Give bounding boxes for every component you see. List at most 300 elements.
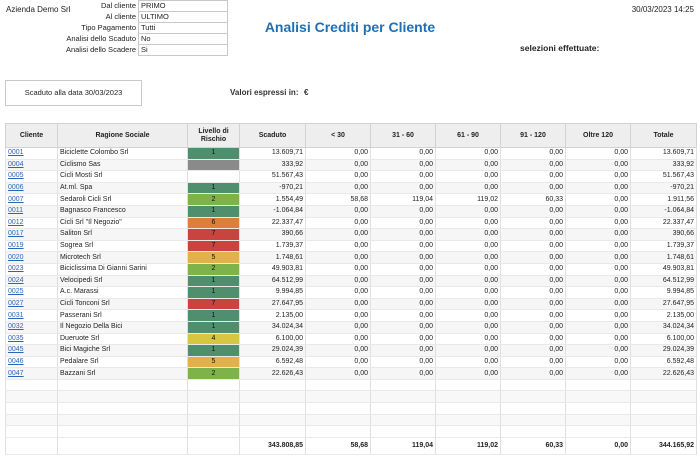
amount-c90: 0,00 — [436, 240, 501, 252]
amount-c120: 0,00 — [501, 240, 566, 252]
table-header-row — [6, 124, 697, 148]
amount-scaduto: -1.064,84 — [240, 205, 306, 217]
table-row — [6, 275, 697, 287]
amount-c90: 119,02 — [436, 194, 501, 206]
amount-c30: 0,00 — [306, 298, 371, 310]
amount-c30: 0,00 — [306, 171, 371, 183]
amount-totale: 22.626,43 — [631, 368, 697, 380]
amount-oltre: 0,00 — [566, 159, 631, 171]
selection-label: Al cliente — [105, 12, 136, 21]
amount-c90: 0,00 — [436, 298, 501, 310]
amount-c90: 0,00 — [436, 205, 501, 217]
empty-row — [6, 391, 697, 403]
amount-totale: 27.647,95 — [631, 298, 697, 310]
client-code-link[interactable]: 0024 — [6, 275, 58, 287]
client-name: Pedalare Srl — [58, 356, 188, 368]
amount-oltre: 0,00 — [566, 252, 631, 264]
selection-label: Dal cliente — [100, 1, 136, 10]
table-row — [6, 287, 697, 299]
amount-totale: 333,92 — [631, 159, 697, 171]
amount-c60: 0,00 — [371, 321, 436, 333]
client-code-link[interactable]: 0011 — [6, 205, 58, 217]
totals-blank — [188, 437, 240, 454]
empty-cell — [501, 403, 566, 415]
selection-row — [0, 34, 228, 45]
amount-c90: 0,00 — [436, 287, 501, 299]
client-name: Cicli Mosti Srl — [58, 171, 188, 183]
empty-cell — [6, 414, 58, 426]
col-oltre-120[interactable]: Oltre 120 — [566, 124, 631, 148]
table-row — [6, 298, 697, 310]
amount-c90: 0,00 — [436, 217, 501, 229]
empty-cell — [436, 391, 501, 403]
amount-scaduto: 34.024,34 — [240, 321, 306, 333]
amount-c90: 0,00 — [436, 263, 501, 275]
amount-c60: 0,00 — [371, 205, 436, 217]
empty-cell — [188, 379, 240, 391]
table-row — [6, 171, 697, 183]
amount-oltre: 0,00 — [566, 194, 631, 206]
risk-level: 6 — [188, 217, 240, 229]
total-c120: 60,33 — [501, 437, 566, 454]
empty-row — [6, 414, 697, 426]
amount-c90: 0,00 — [436, 252, 501, 264]
amount-totale: -970,21 — [631, 182, 697, 194]
total-c30: 58,68 — [306, 437, 371, 454]
amount-scaduto: 51.567,43 — [240, 171, 306, 183]
amount-c120: 0,00 — [501, 310, 566, 322]
empty-cell — [436, 426, 501, 438]
empty-cell — [566, 414, 631, 426]
amount-totale: 13.609,71 — [631, 148, 697, 160]
amount-totale: 2.135,00 — [631, 310, 697, 322]
client-name: Velocipedi Srl — [58, 275, 188, 287]
empty-cell — [371, 391, 436, 403]
amount-scaduto: 6.100,00 — [240, 333, 306, 345]
amount-c90: 0,00 — [436, 148, 501, 160]
client-code-link[interactable]: 0027 — [6, 298, 58, 310]
amount-c60: 0,00 — [371, 345, 436, 357]
client-code-link[interactable]: 0031 — [6, 310, 58, 322]
risk-level: 1 — [188, 345, 240, 357]
amount-oltre: 0,00 — [566, 321, 631, 333]
table-row — [6, 205, 697, 217]
empty-cell — [58, 426, 188, 438]
amount-oltre: 0,00 — [566, 310, 631, 322]
empty-cell — [58, 403, 188, 415]
amount-scaduto: 2.135,00 — [240, 310, 306, 322]
empty-cell — [240, 403, 306, 415]
client-name: Microtech Srl — [58, 252, 188, 264]
risk-level: 1 — [188, 321, 240, 333]
amount-totale: 1.748,61 — [631, 252, 697, 264]
client-name: Dueruote Srl — [58, 333, 188, 345]
table-row — [6, 321, 697, 333]
amount-scaduto: 49.903,81 — [240, 263, 306, 275]
empty-cell — [240, 426, 306, 438]
selection-value: Tutti — [139, 23, 228, 34]
empty-row — [6, 379, 697, 391]
risk-level: 1 — [188, 182, 240, 194]
empty-cell — [188, 391, 240, 403]
amount-c90: 0,00 — [436, 159, 501, 171]
amount-totale: 34.024,34 — [631, 321, 697, 333]
amount-scaduto: 1.748,61 — [240, 252, 306, 264]
amount-c90: 0,00 — [436, 321, 501, 333]
amount-c90: 0,00 — [436, 333, 501, 345]
amount-totale: 6.100,00 — [631, 333, 697, 345]
amount-c120: 0,00 — [501, 182, 566, 194]
amount-oltre: 0,00 — [566, 275, 631, 287]
client-code-link[interactable]: 0004 — [6, 159, 58, 171]
empty-cell — [436, 414, 501, 426]
amount-c60: 0,00 — [371, 333, 436, 345]
amount-totale: 6.592,48 — [631, 356, 697, 368]
risk-level: 2 — [188, 263, 240, 275]
amount-c30: 58,68 — [306, 194, 371, 206]
client-name: Ciclismo Sas — [58, 159, 188, 171]
col-31-60[interactable]: 31 - 60 — [371, 124, 436, 148]
risk-level: 1 — [188, 205, 240, 217]
table-row — [6, 263, 697, 275]
col-61-90[interactable]: 61 - 90 — [436, 124, 501, 148]
selection-value: No — [139, 34, 228, 45]
client-name: Passerani Srl — [58, 310, 188, 322]
report-title: Analisi Crediti per Cliente — [264, 19, 436, 35]
amount-totale: 1.739,37 — [631, 240, 697, 252]
amount-c60: 0,00 — [371, 356, 436, 368]
empty-cell — [6, 379, 58, 391]
col-91-120[interactable]: 91 - 120 — [501, 124, 566, 148]
amount-c60: 0,00 — [371, 263, 436, 275]
client-code-link[interactable]: 0005 — [6, 171, 58, 183]
col-totale[interactable]: Totale — [631, 124, 697, 148]
empty-cell — [240, 379, 306, 391]
empty-cell — [371, 403, 436, 415]
risk-level: 7 — [188, 229, 240, 241]
empty-cell — [188, 414, 240, 426]
amount-c60: 0,00 — [371, 298, 436, 310]
amount-oltre: 0,00 — [566, 263, 631, 275]
empty-cell — [566, 391, 631, 403]
col-ragione-sociale[interactable]: Ragione Sociale — [58, 124, 188, 148]
risk-level: 5 — [188, 356, 240, 368]
amount-c90: 0,00 — [436, 310, 501, 322]
client-code-link[interactable]: 0020 — [6, 252, 58, 264]
empty-cell — [566, 426, 631, 438]
col-scaduto[interactable]: Scaduto — [240, 124, 306, 148]
amount-c60: 0,00 — [371, 252, 436, 264]
total-c60: 119,04 — [371, 437, 436, 454]
client-code-link[interactable]: 0012 — [6, 217, 58, 229]
amount-scaduto: 333,92 — [240, 159, 306, 171]
amount-c120: 0,00 — [501, 217, 566, 229]
client-code-link[interactable]: 0019 — [6, 240, 58, 252]
selection-label: Tipo Pagamento — [81, 23, 136, 32]
amount-scaduto: 22.626,43 — [240, 368, 306, 380]
amount-totale: 22.337,47 — [631, 217, 697, 229]
amount-oltre: 0,00 — [566, 171, 631, 183]
amount-scaduto: 6.592,48 — [240, 356, 306, 368]
empty-cell — [501, 426, 566, 438]
amount-c90: 0,00 — [436, 182, 501, 194]
client-code-link[interactable]: 0017 — [6, 229, 58, 241]
amount-c60: 0,00 — [371, 171, 436, 183]
amount-c120: 0,00 — [501, 252, 566, 264]
amount-c120: 0,00 — [501, 263, 566, 275]
risk-level: 7 — [188, 240, 240, 252]
client-name: Cicli Srl "Il Negozio" — [58, 217, 188, 229]
risk-level: 5 — [188, 252, 240, 264]
col-livello-rischio[interactable]: Livello di Rischio — [188, 124, 240, 148]
amount-c120: 0,00 — [501, 275, 566, 287]
empty-cell — [631, 414, 697, 426]
amount-scaduto: 64.512,99 — [240, 275, 306, 287]
amount-oltre: 0,00 — [566, 333, 631, 345]
amount-c120: 0,00 — [501, 333, 566, 345]
amount-c30: 0,00 — [306, 240, 371, 252]
amount-totale: 29.024,39 — [631, 345, 697, 357]
totals-blank — [6, 437, 58, 454]
amount-c90: 0,00 — [436, 368, 501, 380]
amount-c120: 0,00 — [501, 345, 566, 357]
risk-level: 1 — [188, 275, 240, 287]
amount-c30: 0,00 — [306, 263, 371, 275]
amount-c90: 0,00 — [436, 171, 501, 183]
total-scaduto: 343.808,85 — [240, 437, 306, 454]
client-name: Sogrea Srl — [58, 240, 188, 252]
empty-cell — [6, 426, 58, 438]
amount-c30: 0,00 — [306, 333, 371, 345]
empty-cell — [306, 391, 371, 403]
empty-cell — [566, 403, 631, 415]
total-oltre: 0,00 — [566, 437, 631, 454]
client-code-link[interactable]: 0007 — [6, 194, 58, 206]
empty-row — [6, 403, 697, 415]
currency-symbol: € — [304, 88, 309, 97]
company-name: Azienda Demo Srl — [6, 5, 71, 14]
amount-c60: 0,00 — [371, 182, 436, 194]
table-row — [6, 159, 697, 171]
amount-c60: 0,00 — [371, 240, 436, 252]
amount-totale: 49.903,81 — [631, 263, 697, 275]
selection-value: PRIMO — [139, 1, 228, 12]
empty-cell — [6, 391, 58, 403]
selection-label: Analisi dello Scaduto — [66, 34, 136, 43]
risk-level: 1 — [188, 148, 240, 160]
amount-c30: 0,00 — [306, 356, 371, 368]
table-row — [6, 182, 697, 194]
risk-level — [188, 171, 240, 183]
client-code-link[interactable]: 0032 — [6, 321, 58, 333]
amount-scaduto: 1.554,49 — [240, 194, 306, 206]
risk-level: 4 — [188, 333, 240, 345]
amount-totale: 64.512,99 — [631, 275, 697, 287]
table-row — [6, 252, 697, 264]
amount-c120: 60,33 — [501, 194, 566, 206]
amount-c30: 0,00 — [306, 205, 371, 217]
amount-totale: 51.567,43 — [631, 171, 697, 183]
empty-cell — [58, 414, 188, 426]
client-code-link[interactable]: 0025 — [6, 287, 58, 299]
amount-c120: 0,00 — [501, 298, 566, 310]
client-name: Biciclissima Di Gianni Sarini — [58, 263, 188, 275]
selection-label: Analisi dello Scadere — [65, 45, 136, 54]
totals-blank — [58, 437, 188, 454]
amount-scaduto: -970,21 — [240, 182, 306, 194]
client-code-link[interactable]: 0023 — [6, 263, 58, 275]
empty-cell — [566, 379, 631, 391]
client-name: Il Negozio Della Bici — [58, 321, 188, 333]
amount-c120: 0,00 — [501, 287, 566, 299]
empty-cell — [501, 379, 566, 391]
selections-title: selezioni effettuate: — [520, 43, 600, 53]
selection-value: Si — [139, 45, 228, 56]
amount-scaduto: 390,66 — [240, 229, 306, 241]
amount-c90: 0,00 — [436, 275, 501, 287]
report-datetime: 30/03/2023 14:25 — [631, 5, 694, 14]
selection-value: ULTIMO — [139, 12, 228, 23]
table-row — [6, 240, 697, 252]
client-name: A.c. Marassi — [58, 287, 188, 299]
amount-oltre: 0,00 — [566, 298, 631, 310]
client-name: At.ml. Spa — [58, 182, 188, 194]
amount-c120: 0,00 — [501, 368, 566, 380]
client-code-link[interactable]: 0045 — [6, 345, 58, 357]
amount-c30: 0,00 — [306, 368, 371, 380]
amount-c30: 0,00 — [306, 217, 371, 229]
empty-cell — [240, 391, 306, 403]
amount-c30: 0,00 — [306, 148, 371, 160]
risk-level: 1 — [188, 287, 240, 299]
table-row — [6, 229, 697, 241]
amount-c30: 0,00 — [306, 287, 371, 299]
totals-row — [6, 437, 697, 454]
amount-oltre: 0,00 — [566, 240, 631, 252]
empty-cell — [631, 403, 697, 415]
amount-oltre: 0,00 — [566, 205, 631, 217]
amount-c30: 0,00 — [306, 159, 371, 171]
amount-totale: 390,66 — [631, 229, 697, 241]
client-name: Biciclette Colombo Srl — [58, 148, 188, 160]
amount-totale: -1.064,84 — [631, 205, 697, 217]
col-cliente[interactable]: Cliente — [6, 124, 58, 148]
table-row — [6, 356, 697, 368]
amount-totale: 9.994,85 — [631, 287, 697, 299]
risk-level: 2 — [188, 368, 240, 380]
credits-table — [5, 123, 697, 455]
client-name: Saliton Srl — [58, 229, 188, 241]
amount-c60: 0,00 — [371, 148, 436, 160]
col-lt30[interactable]: < 30 — [306, 124, 371, 148]
amount-scaduto: 27.647,95 — [240, 298, 306, 310]
empty-cell — [240, 414, 306, 426]
empty-cell — [306, 414, 371, 426]
amount-scaduto: 1.739,37 — [240, 240, 306, 252]
scaduto-date-box: Scaduto alla data 30/03/2023 — [5, 80, 142, 106]
empty-cell — [436, 379, 501, 391]
client-name: Bagnasco Francesco — [58, 205, 188, 217]
client-code-link[interactable]: 0006 — [6, 182, 58, 194]
amount-c120: 0,00 — [501, 229, 566, 241]
amount-c90: 0,00 — [436, 356, 501, 368]
table-row — [6, 345, 697, 357]
amount-oltre: 0,00 — [566, 368, 631, 380]
amount-c120: 0,00 — [501, 205, 566, 217]
empty-cell — [371, 426, 436, 438]
client-code-link[interactable]: 0001 — [6, 148, 58, 160]
amount-c30: 0,00 — [306, 275, 371, 287]
amount-c60: 119,04 — [371, 194, 436, 206]
amount-c30: 0,00 — [306, 321, 371, 333]
amount-c60: 0,00 — [371, 287, 436, 299]
client-code-link[interactable]: 0046 — [6, 356, 58, 368]
table-row — [6, 194, 697, 206]
amount-c60: 0,00 — [371, 217, 436, 229]
table-row — [6, 310, 697, 322]
empty-cell — [631, 391, 697, 403]
amount-totale: 1.911,56 — [631, 194, 697, 206]
amount-scaduto: 13.609,71 — [240, 148, 306, 160]
amount-c30: 0,00 — [306, 345, 371, 357]
risk-level: 1 — [188, 310, 240, 322]
risk-level: 2 — [188, 194, 240, 206]
table-row — [6, 368, 697, 380]
empty-cell — [501, 391, 566, 403]
amount-c30: 0,00 — [306, 252, 371, 264]
empty-cell — [371, 379, 436, 391]
amount-c120: 0,00 — [501, 148, 566, 160]
table-row — [6, 333, 697, 345]
amount-scaduto: 29.024,39 — [240, 345, 306, 357]
empty-cell — [58, 391, 188, 403]
empty-cell — [631, 426, 697, 438]
amount-oltre: 0,00 — [566, 345, 631, 357]
client-code-link[interactable]: 0047 — [6, 368, 58, 380]
amount-c90: 0,00 — [436, 229, 501, 241]
empty-cell — [188, 403, 240, 415]
amount-c60: 0,00 — [371, 229, 436, 241]
empty-cell — [501, 414, 566, 426]
empty-cell — [306, 379, 371, 391]
risk-level — [188, 159, 240, 171]
client-name: Bici Magiche Srl — [58, 345, 188, 357]
empty-row — [6, 426, 697, 438]
amount-c60: 0,00 — [371, 310, 436, 322]
amount-oltre: 0,00 — [566, 356, 631, 368]
amount-c60: 0,00 — [371, 159, 436, 171]
empty-cell — [58, 379, 188, 391]
client-code-link[interactable]: 0035 — [6, 333, 58, 345]
amount-c90: 0,00 — [436, 345, 501, 357]
table-row — [6, 217, 697, 229]
amount-c120: 0,00 — [501, 159, 566, 171]
empty-cell — [306, 403, 371, 415]
amount-c120: 0,00 — [501, 321, 566, 333]
currency-label: Valori espressi in: — [230, 88, 299, 97]
amount-oltre: 0,00 — [566, 148, 631, 160]
amount-oltre: 0,00 — [566, 229, 631, 241]
total-totale: 344.165,92 — [631, 437, 697, 454]
empty-cell — [371, 414, 436, 426]
amount-oltre: 0,00 — [566, 287, 631, 299]
amount-c120: 0,00 — [501, 171, 566, 183]
amount-c120: 0,00 — [501, 356, 566, 368]
empty-cell — [6, 403, 58, 415]
amount-c30: 0,00 — [306, 310, 371, 322]
empty-cell — [188, 426, 240, 438]
amount-scaduto: 9.994,85 — [240, 287, 306, 299]
